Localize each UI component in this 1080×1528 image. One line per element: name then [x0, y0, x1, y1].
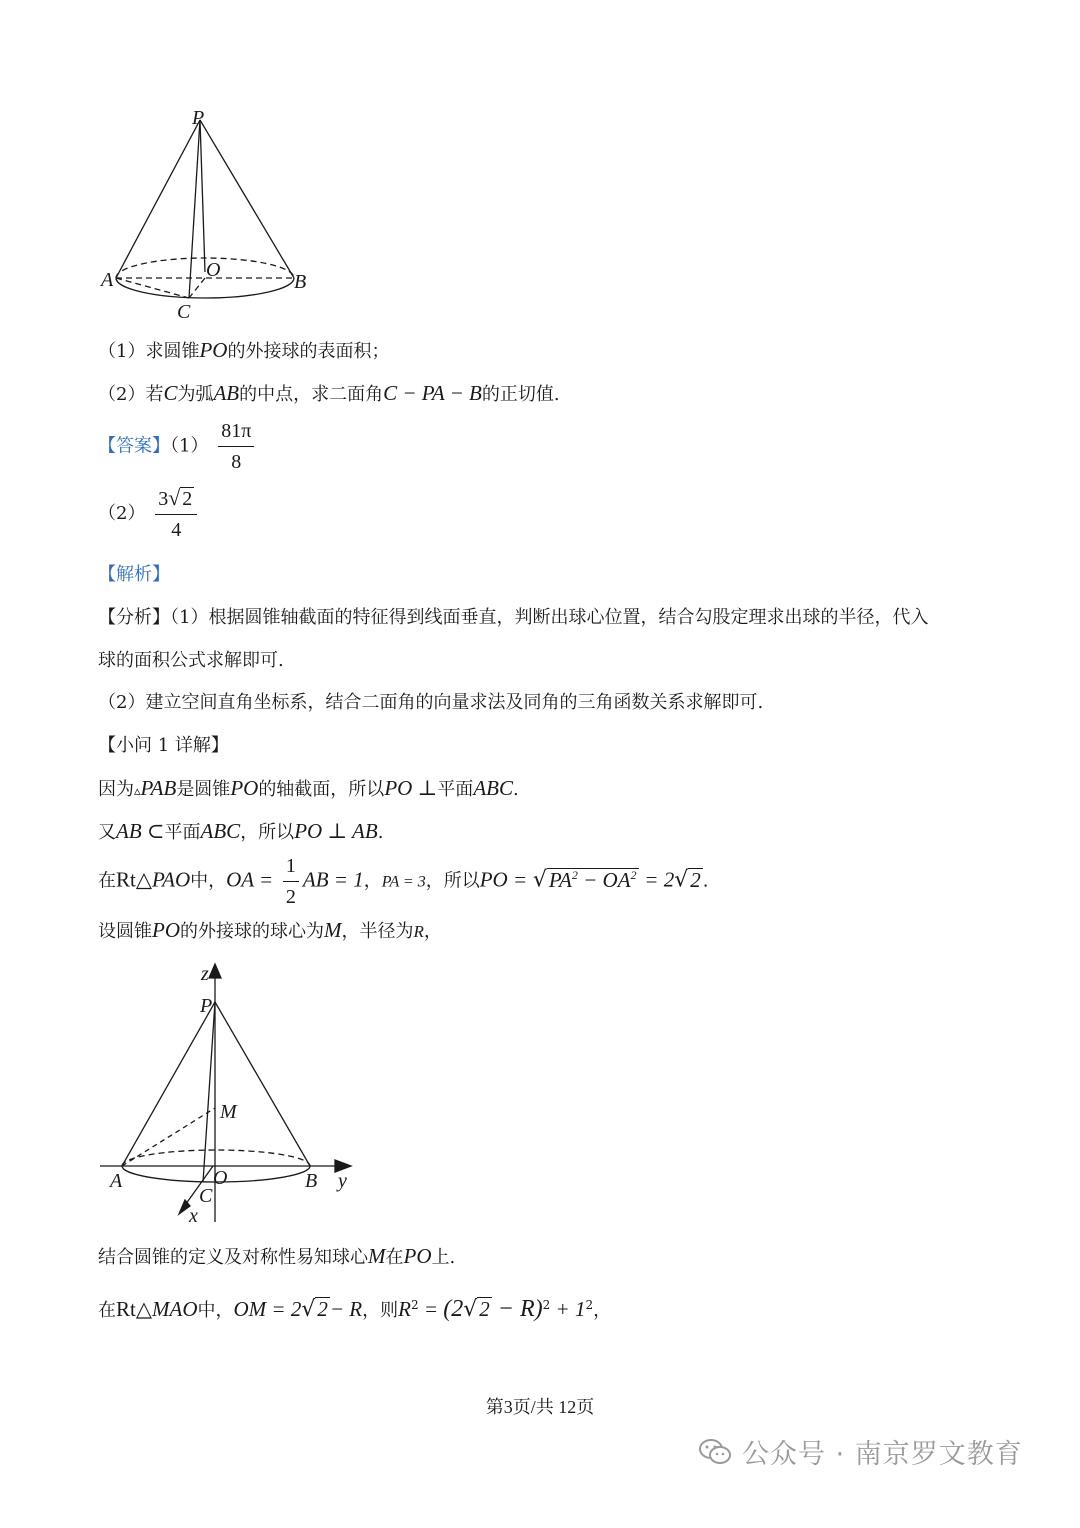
- solution-line-4: 设圆锥PO的外接球的球心为M，半径为R，: [98, 918, 442, 942]
- fig1-label-a: A: [101, 269, 114, 291]
- answer-tag: 【答案】: [98, 435, 170, 457]
- answer-line-1: 【答案】（1） $\frac{81\pi}{8}$: [98, 418, 258, 475]
- fig2-label-a: A: [110, 1170, 123, 1192]
- detail-heading: 【小问 1 详解】: [98, 735, 229, 756]
- wechat-icon: [698, 1437, 732, 1467]
- half-fraction: $\frac{1}{2}$: [283, 853, 299, 910]
- page-footer: 第3页/共 12页: [485, 1397, 595, 1417]
- fig2-label-o: O: [213, 1167, 228, 1189]
- question-1: （1）求圆锥PO的外接球的表面积；: [98, 338, 390, 362]
- fig1-label-c: C: [177, 301, 191, 323]
- question-2: （2）若C为弧AB的中点，求二面角C − PA − B的正切值.: [98, 381, 560, 405]
- fig2-label-c: C: [199, 1185, 213, 1207]
- solution-line-1: 因为▵PAB是圆锥PO的轴截面，所以PO ⊥平面ABC.: [98, 776, 519, 800]
- solution-line-3: 在Rt△PAO中，OA = $\frac{1}{2}$ AB = 1，PA = 3，所以PO = $√PA^2 - OA^2 = 2√2$ .: [98, 855, 709, 908]
- solution-line-6: 在Rt△MAO中，OM = 2√2− R，则$R^2 = (2√2 - R)^2 + 1^2$，: [98, 1296, 612, 1322]
- fig2-label-m: M: [220, 1101, 237, 1123]
- fig2-label-y: y: [338, 1170, 347, 1192]
- watermark-text: 公众号 · 南京罗文教育: [742, 1439, 1023, 1470]
- answer-1-fraction: $\frac{81\pi}{8}$: [218, 418, 254, 475]
- cone-axes-figure: [95, 960, 365, 1230]
- fig1-label-b: B: [294, 271, 307, 293]
- fig2-label-x: x: [189, 1205, 198, 1227]
- analysis-tag: 【解析】: [98, 564, 170, 585]
- analysis-line-2: 球的面积公式求解即可.: [98, 650, 284, 671]
- analysis-line-3: （2）建立空间直角坐标系，结合二面角的向量求法及同角的三角函数关系求解即可.: [98, 692, 764, 713]
- solution-line-5: 结合圆锥的定义及对称性易知球心M在PO上.: [98, 1244, 456, 1268]
- fig2-label-b: B: [305, 1170, 318, 1192]
- cone-figure: [95, 100, 325, 325]
- watermark: [698, 1432, 1023, 1471]
- analysis-line-1: 【分析】（1）根据圆锥轴截面的特征得到线面垂直，判断出球心位置，结合勾股定理求出球的半径，代入: [98, 607, 929, 628]
- answer-line-2: （2） $\frac{3√ 2}{4}$: [98, 485, 201, 543]
- fig1-label-o: O: [206, 259, 221, 281]
- fig2-label-z: z: [201, 963, 209, 985]
- fig1-label-p: P: [192, 107, 205, 129]
- fig2-label-p: P: [200, 995, 213, 1017]
- answer-2-fraction: $\frac{3√ 2}{4}$: [155, 485, 197, 543]
- solution-line-2: 又AB ⊂平面ABC，所以PO ⊥ AB.: [98, 819, 384, 843]
